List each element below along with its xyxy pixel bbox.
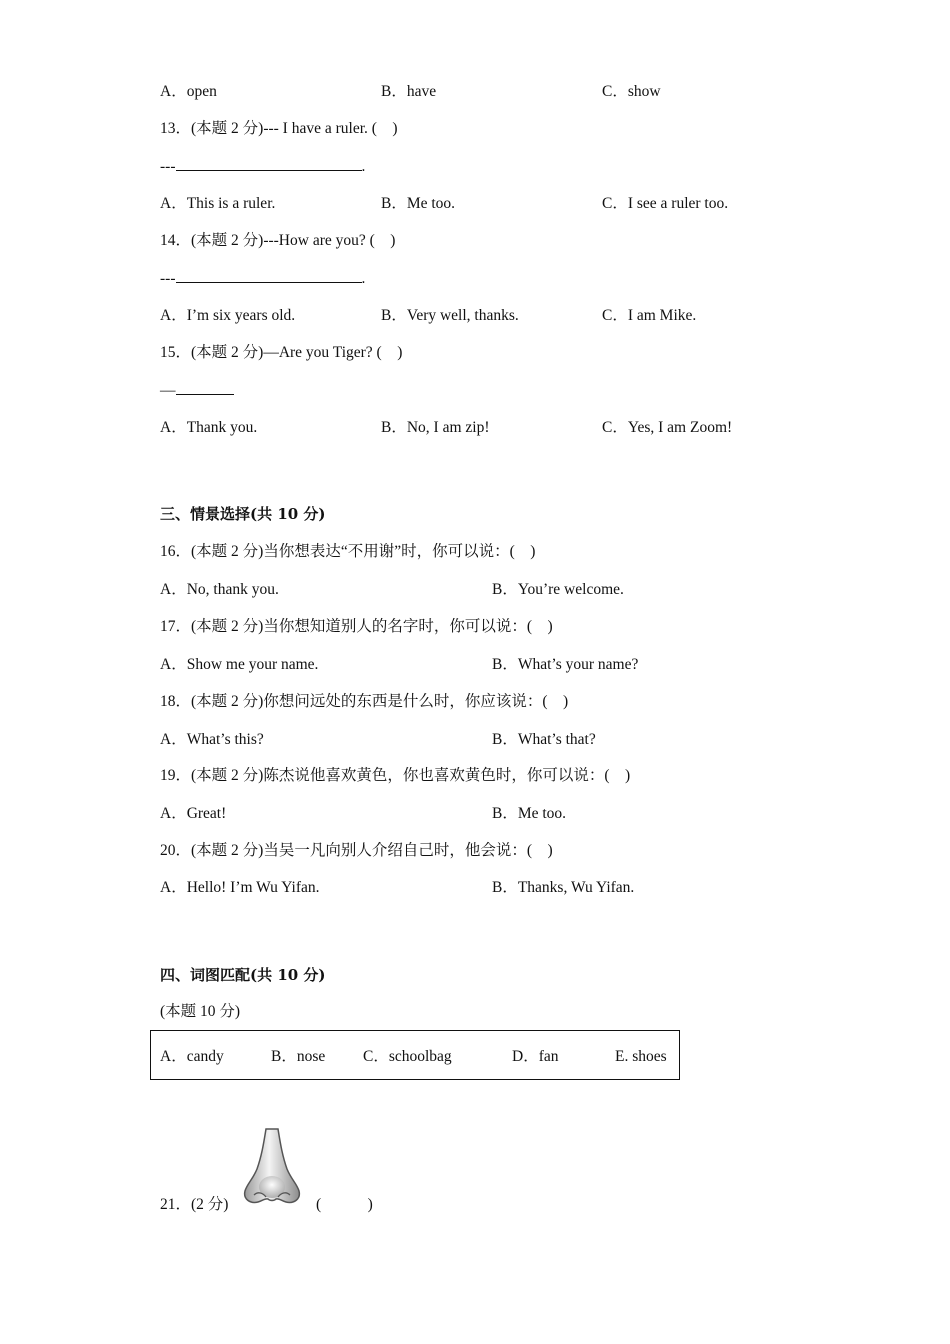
q12-option-c: C．show bbox=[602, 83, 661, 100]
q15-stem: 15．(本题 2 分)—Are you Tiger? ( ) bbox=[160, 344, 403, 361]
word-bank-item: B．nose bbox=[271, 1048, 326, 1065]
q21-label: 21．(2 分) bbox=[160, 1196, 229, 1213]
section4-note: (本题 10 分) bbox=[160, 1003, 241, 1020]
q19-option-b: B．Me too. bbox=[492, 805, 567, 822]
section3-title: 三、情景选择(共 10 分) bbox=[160, 505, 326, 523]
q14-stem: 14．(本题 2 分)---How are you? ( ) bbox=[160, 232, 396, 249]
q19-option-a: A．Great! bbox=[160, 805, 227, 822]
q17-stem: 17．(本题 2 分)当你想知道别人的名字时，你可以说：( ) bbox=[160, 618, 553, 635]
q12-option-b: B．have bbox=[381, 83, 437, 100]
q15-answer-blank[interactable] bbox=[176, 381, 234, 395]
q15-option-a: A．Thank you. bbox=[160, 419, 258, 436]
q16-stem: 16．(本题 2 分)当你想表达“不用谢”时，你可以说：( ) bbox=[160, 543, 536, 560]
q14-answer-suffix: . bbox=[361, 270, 366, 287]
q13-answer-suffix: . bbox=[361, 158, 366, 175]
q13-answer-blank[interactable] bbox=[176, 157, 362, 171]
word-bank-item: A．candy bbox=[160, 1048, 224, 1065]
q14-answer-prefix: --- bbox=[160, 270, 176, 287]
q19-stem: 19．(本题 2 分)陈杰说他喜欢黄色，你也喜欢黄色时，你可以说：( ) bbox=[160, 767, 631, 784]
q13-answer-prefix: --- bbox=[160, 158, 176, 175]
nose-icon bbox=[240, 1127, 304, 1205]
word-bank-item: D．fan bbox=[512, 1048, 559, 1065]
q13-option-a: A．This is a ruler. bbox=[160, 195, 276, 212]
q20-stem: 20．(本题 2 分)当吴一凡向别人介绍自己时，他会说：( ) bbox=[160, 842, 553, 859]
q15-option-c: C．Yes, I am Zoom! bbox=[602, 419, 733, 436]
q13-stem: 13．(本题 2 分)--- I have a ruler. ( ) bbox=[160, 120, 398, 137]
word-bank-box bbox=[150, 1030, 680, 1080]
q18-stem: 18．(本题 2 分)你想问远处的东西是什么时，你应该说：( ) bbox=[160, 693, 569, 710]
q14-option-b: B．Very well, thanks. bbox=[381, 307, 519, 324]
q14-answer-blank[interactable] bbox=[176, 269, 362, 283]
q16-option-b: B．You’re welcome. bbox=[492, 581, 624, 598]
q16-option-a: A．No, thank you. bbox=[160, 581, 279, 598]
q15-answer-prefix: — bbox=[160, 382, 176, 399]
q21-answer-paren[interactable]: ( ) bbox=[316, 1196, 373, 1213]
q20-option-b: B．Thanks, Wu Yifan. bbox=[492, 879, 635, 896]
word-bank-item: E. shoes bbox=[615, 1048, 667, 1065]
q17-option-b: B．What’s your name? bbox=[492, 656, 639, 673]
q15-answer-line bbox=[160, 381, 234, 401]
q12-option-a: A．open bbox=[160, 83, 217, 100]
q18-option-b: B．What’s that? bbox=[492, 731, 596, 748]
q17-option-a: A．Show me your name. bbox=[160, 656, 319, 673]
q13-option-b: B．Me too. bbox=[381, 195, 456, 212]
word-bank-item: C．schoolbag bbox=[363, 1048, 452, 1065]
q13-option-c: C．I see a ruler too. bbox=[602, 195, 729, 212]
q15-option-b: B．No, I am zip! bbox=[381, 419, 490, 436]
q13-answer-line bbox=[160, 157, 365, 177]
q14-option-c: C．I am Mike. bbox=[602, 307, 697, 324]
q14-option-a: A．I’m six years old. bbox=[160, 307, 296, 324]
q18-option-a: A．What’s this? bbox=[160, 731, 264, 748]
q14-answer-line bbox=[160, 269, 365, 289]
section4-title: 四、词图匹配(共 10 分) bbox=[160, 966, 326, 984]
q20-option-a: A．Hello! I’m Wu Yifan. bbox=[160, 879, 320, 896]
